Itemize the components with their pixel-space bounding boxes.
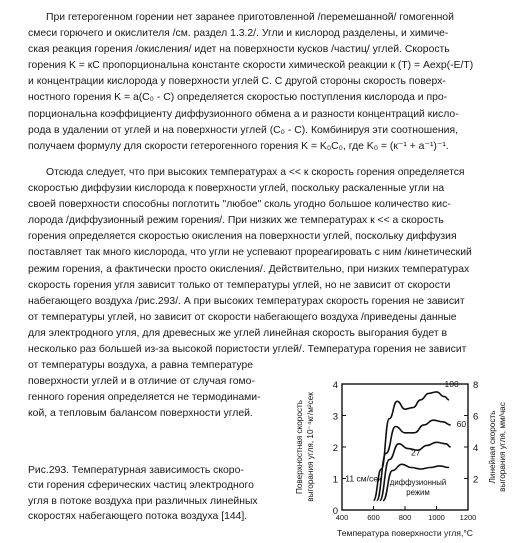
x-axis-label: Температура поверхности угля,°C [337, 528, 473, 538]
text-line: ская реакция горения /окисления/ идет на поверхности кусков /частиц/ углей. Скорость [28, 44, 450, 56]
caption-line: сти горения сферических частиц электродного [28, 480, 254, 492]
text-line: несколько раз большей из-за высокой пористости углей/. Температура горения не зависит [28, 344, 467, 356]
text-line: порциональна коэффициенту диффузионного обмена a и разности концентраций кисло- [28, 108, 459, 120]
text-line: поставляет так много кислорода, что угли не успевают прореагировать с ним /кинетический [28, 247, 472, 259]
burning-rate-chart [288, 372, 512, 538]
y-axis-label-right-1: Линейная скорость [488, 410, 497, 484]
x-tick-label: 1000 [428, 513, 445, 522]
text-line: рода в удалении от углей и на поверхности углей (C₀ - C). Комбинируя эти соотношения, [28, 124, 458, 136]
text-line: скорость горения угля зависит только от температуры углей, но не зависит от скорости [28, 279, 451, 291]
y-tick-label-left: 2 [332, 443, 338, 454]
y-tick-label-left: 3 [332, 411, 338, 423]
series-label-2: 27 [411, 447, 421, 458]
text-line: генного горения определяется не термодинами- [28, 392, 261, 403]
y-tick-label-left: 4 [332, 380, 338, 391]
x-tick-label: 1200 [459, 513, 477, 522]
text-line: набегающего воздуха /рис.293/. А при высоких температурах скорость горения не зависит [28, 295, 465, 307]
text-line: поверхности углей и в отличие от случая гомо- [28, 376, 255, 387]
text-line: и концентрации кислорода у поверхности углей C. С другой стороны скорость поверх- [28, 76, 446, 88]
x-tick-label: 400 [335, 513, 349, 522]
y-axis-label-left-1: Поверхностная скорость [295, 399, 304, 495]
text-line: режим горения, а фактически просто окисления/. Действительно, при низких температурах [28, 263, 470, 275]
series-label-0: 100 [444, 378, 459, 389]
paragraph-2 [28, 165, 504, 358]
caption-line: скоростях набегающего потока воздуха [144]. [28, 511, 248, 523]
paragraph-1 [28, 10, 504, 155]
text-line: от температуры воздуха, а равна температуре [28, 360, 254, 371]
y-tick-label-right: 6 [473, 411, 479, 423]
y-tick-label-left: 0 [332, 506, 338, 517]
text-line: получаем формулу для скорости гетерогенного горения K = K₀C₀, где K₀ = (к⁻¹ + a⁻¹)⁻¹. [28, 140, 449, 152]
text-line: горения K = кC пропорциональна константе скорости химической реакции к (T) = Aexp(-E/T) [28, 60, 474, 72]
y-tick-label-left: 1 [332, 474, 338, 486]
annotation-diffusion-2: режим [406, 488, 430, 497]
caption-line: Рис.293. Температурная зависимость скоро- [28, 465, 244, 476]
text-line: скоростью диффузии кислорода к поверхности углей, поскольку раскаленные угли на [28, 183, 445, 195]
caption-line: угля в потоке воздуха при различных линейных [28, 495, 258, 507]
x-tick-label: 800 [398, 513, 412, 522]
series-label-3: 11 см/сек [345, 473, 382, 484]
text-line: для электродного угля, для древесных же углей линейная скорость выгорания будет в [28, 327, 448, 339]
text-line: ностного горения K = a(C₀ - C) определяется скоростью поступления кислорода и про- [28, 92, 448, 104]
text-line: от температуры углей, но зависит от скорости набегающего воздуха /приведены данные [28, 311, 457, 323]
series-label-1: 60 [456, 418, 467, 429]
text-line: При гетерогенном горении нет заранее приготовленной /перемешанной/ гомогенной [46, 12, 454, 23]
x-tick-label: 600 [367, 513, 380, 522]
text-line: лорода /диффузионный режим горения/. При низких же температурах к << a скорость [28, 215, 444, 227]
text-line: смеси горючего и окислителя /см. раздел 1.3.2/. Угли и кислород разделены, и химиче- [28, 28, 449, 40]
y-tick-label-right: 4 [473, 443, 479, 454]
figure-caption [28, 463, 278, 525]
text-line: своей поверхности способны поглотить "любое" сколь угодно большое количество кис- [28, 199, 451, 211]
y-tick-label-right: 2 [473, 474, 479, 486]
text-line: горения определяется скоростью окисления на поверхности углей, поскольку диффузия [28, 231, 457, 243]
y-axis-label-left-2: выгорания угля, 10⁻⁴кг/м²сек [306, 392, 315, 502]
y-axis-label-right-2: выгорания угля, мм/час [498, 402, 507, 492]
y-tick-label-right: 8 [473, 380, 479, 391]
annotation-diffusion-1: диффузионный [389, 478, 447, 487]
text-line: Отсюда следует, что при высоких температурах a << к скорость горения определяется [46, 167, 465, 178]
text-line: кой, а тепловым балансом поверхности углей. [28, 408, 253, 419]
